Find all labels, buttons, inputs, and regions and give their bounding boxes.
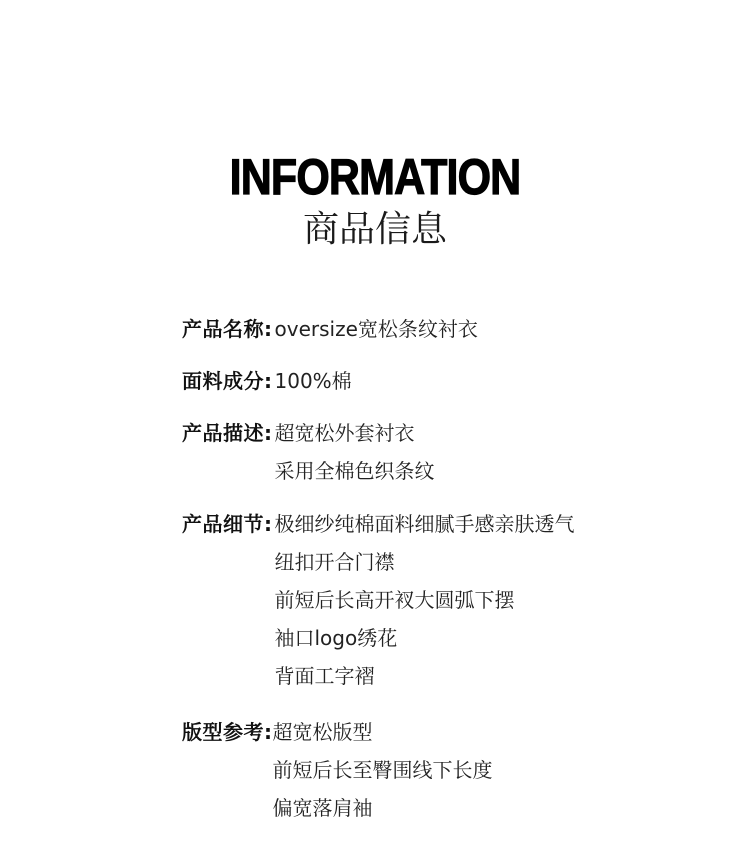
spec-values (273, 414, 435, 490)
spec-value: 纽扣开合门襟 (274, 550, 395, 574)
spec-value: 偏宽落肩袖 (272, 796, 373, 820)
information-header (0, 148, 750, 252)
spec-label: 面料成分: (182, 369, 273, 393)
spec-value: 超宽松版型 (272, 720, 373, 744)
spec-value: 袖口logo绣花 (274, 626, 398, 650)
spec-label: 版型参考: (182, 720, 273, 744)
page-title-cn: 商品信息 (302, 209, 447, 250)
spec-product-name (182, 310, 478, 348)
spec-label: 产品细节: (182, 512, 273, 536)
spec-value: 前短后长高开衩大圆弧下摆 (274, 588, 515, 612)
spec-value: 100%棉 (274, 369, 352, 393)
spec-value: 极细纱纯棉面料细腻手感亲肤透气 (274, 512, 575, 536)
spec-value: 采用全棉色织条纹 (274, 459, 435, 483)
spec-value: 前短后长至臀围线下长度 (272, 758, 493, 782)
spec-label: 产品描述: (182, 421, 273, 445)
page-title-en: INFORMATION (229, 149, 521, 205)
spec-material (182, 362, 352, 400)
spec-fit (182, 713, 493, 827)
spec-values (273, 713, 493, 827)
spec-value: oversize宽松条纹衬衣 (274, 317, 478, 341)
spec-values (273, 310, 478, 348)
spec-values (273, 362, 352, 400)
spec-details (182, 505, 575, 695)
spec-label: 产品名称: (182, 317, 273, 341)
spec-values (273, 505, 575, 695)
spec-value: 超宽松外套衬衣 (274, 421, 415, 445)
spec-description (182, 414, 435, 490)
spec-value: 背面工字褶 (274, 664, 375, 688)
